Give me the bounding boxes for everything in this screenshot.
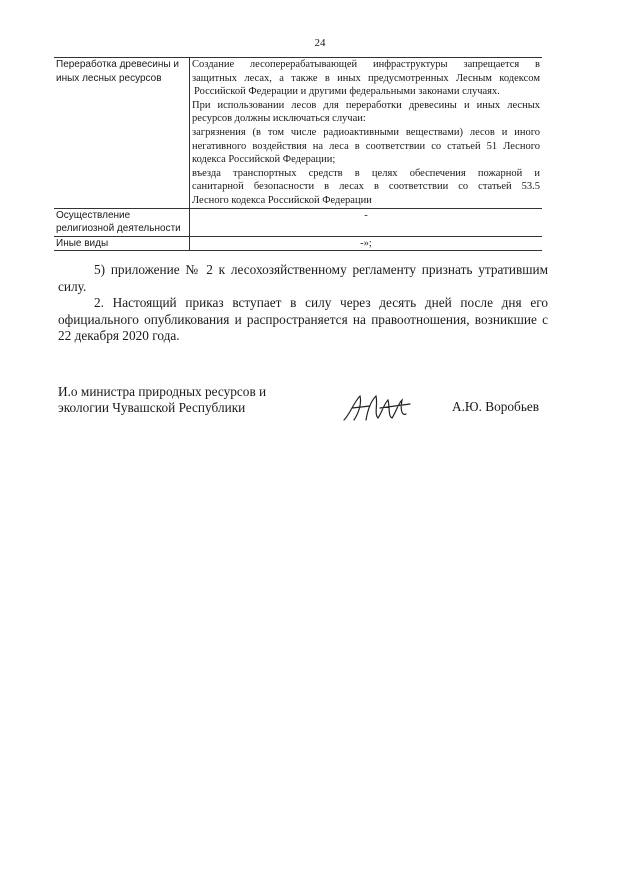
description-cell: -»; [360, 237, 372, 249]
description-line: При использовании лесов для переработки древесины и иных лесных [192, 99, 540, 111]
table-row [54, 58, 542, 209]
page-number: 24 [314, 37, 326, 49]
handwritten-signature [340, 390, 420, 426]
activity-cell: Переработка древесины и иных лесных ресурсов [54, 58, 190, 209]
activity-cell: Осуществление религиозной деятельности [54, 208, 190, 236]
description-line: негативного воздействия на леса в соответствии со статьей 51 Лесного [192, 140, 540, 152]
signatory-name: А.Ю. Воробьев [452, 399, 540, 414]
description-line: Создание лесоперерабатывающей инфраструктуры запрещается в [192, 59, 540, 70]
description-line: ресурсов должны исключаться случаи: [192, 113, 366, 125]
regulation-table [54, 57, 542, 251]
signatory-role-line: И.о министра природных ресурсов и [58, 384, 267, 399]
table-row [54, 208, 542, 236]
activity-cell: Иные виды [54, 236, 190, 251]
signatory-role [58, 384, 266, 416]
table-row [54, 236, 542, 251]
description-line: кодекса Российской Федерации; [192, 154, 336, 166]
description-line: загрязнения (в том числе радиоактивными веществами) лесов и иного [192, 126, 540, 138]
description-cell [190, 58, 543, 209]
description-line: защитных лесах, а также в иных предусмотренных Лесным кодексом [192, 72, 540, 84]
description-line: Лесного кодекса Российской Федерации [192, 194, 372, 206]
description-cell: - [364, 209, 368, 221]
paragraph-item-5: 5) приложение № 2 к лесохозяйственному регламенту признать утратившим силу. [58, 262, 548, 294]
description-line: въезда транспортных средств в целях обеспечения пожарной и [192, 167, 540, 179]
signatory-role-line: экологии Чувашской Республики [58, 400, 246, 415]
description-line: Российской Федерации и другими федеральными законами случаях. [194, 86, 500, 98]
paragraph-item-2: 2. Настоящий приказ вступает в силу через десять дней после дня его официального опубликования и распространяется на правоотношения, возникшие с 22 декабря 2020 года. [58, 295, 548, 344]
description-line: санитарной безопасности в лесах в соответствии со статьей 53.5 [192, 181, 540, 193]
